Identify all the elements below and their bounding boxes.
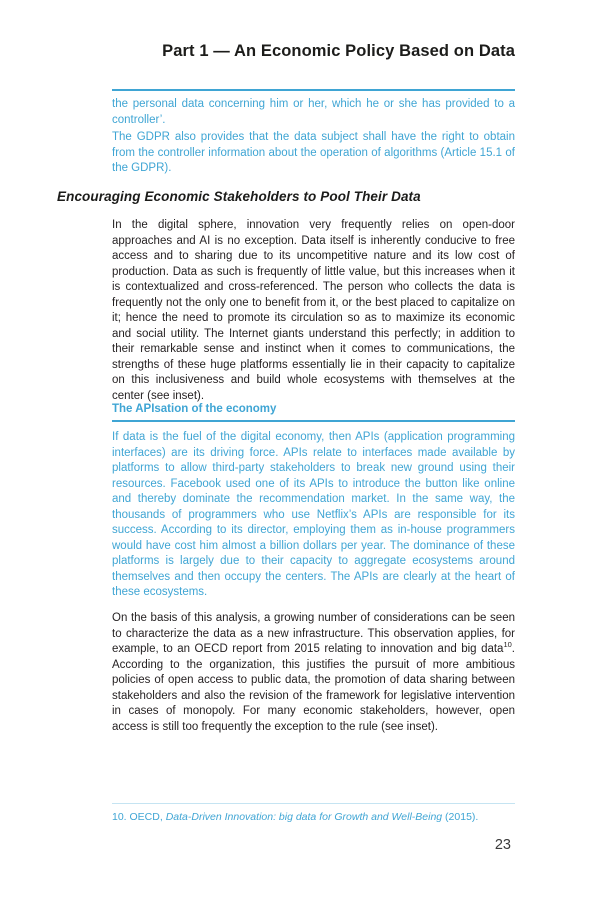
body-paragraph-2	[112, 611, 515, 735]
footnote-book-title: Data-Driven Innovation: big data for Growth and Well-Being	[165, 811, 443, 823]
footnote-reference-marker: 10	[503, 640, 512, 650]
body-paragraph-2-text-continued: . According to the organization, this justifies the pursuit of more ambitious policies of open access to public data, the promotion of data sharing between stakeholders and also the revision of the framework for legislative intervention in cases of monopoly. For many economic stakeholders, however, open access is still too frequently the exception to the rule (see inset).	[112, 643, 515, 733]
quote-continuation-paragraph-2: The GDPR also provides that the data subject shall have the right to obtain from the controller information about the operation of algorithms (Article 15.1 of the GDPR).	[112, 131, 515, 174]
page-title: Part 1 — An Economic Policy Based on Data	[162, 42, 515, 60]
inset-body-paragraph: If data is the fuel of the digital economy, then APIs (application programming interfaces) are its driving force. APIs relate to interfaces made available by platforms to allow third-party stakeholders to break new ground using their resources. Facebook used one of its APIs to introduce the button like online and thereby dominate the recommendation market. In the same way, the thousands of programmers who use Netflix’s APIs are responsible for its success. According to its director, employing them as in-house programmers would have cost him almost a billion dollars per year. The dominance of these platforms is largely due to their capacity to aggregate ecosystems around themselves and then occupy the centers. The APIs are clearly at the heart of these ecosystems.	[112, 431, 515, 598]
footnote-prefix: 10. OECD,	[112, 811, 166, 823]
page-number: 23	[494, 837, 511, 853]
footnote	[112, 810, 515, 824]
footnote-suffix: (2015).	[442, 811, 479, 823]
inset-heading-rule	[112, 420, 515, 422]
inset-heading: The APIsation of the economy	[112, 403, 277, 415]
quote-continuation-paragraph-1: the personal data concerning him or her, which he or she has provided to a controller’.	[112, 98, 515, 126]
body-paragraph-2-text: On the basis of this analysis, a growing number of considerations can be seen to characterize the data as a new infrastructure. This observation applies, for example, to an OECD report from 2015 relating to innovation and big data	[112, 612, 515, 655]
body-paragraph-1: In the digital sphere, innovation very frequently relies on open-door approaches and AI is no exception. Data itself is inherently conducive to free access and to sharing due to its uncompetitive nature and its low cost of production. Data as such is frequently of little value, but this increases when it is contextualized and cross-referenced. The person who collects the data is frequently not the only one to benefit from it, or the best placed to capitalize on it; hence the need to promote its circulation so as to maximize its economic and social utility. The Internet giants understand this perfectly; in addition to their remarkable sense and instinct when it comes to communications, the strengths of these huge platforms essentially lie in their capacity to capitalize on this inclusiveness and build whole ecosystems with themselves at the center (see inset).	[112, 219, 515, 402]
footnote-separator-rule	[112, 803, 515, 804]
section-heading: Encouraging Economic Stakeholders to Pool Their Data	[57, 189, 421, 204]
inset-top-rule	[112, 89, 515, 91]
